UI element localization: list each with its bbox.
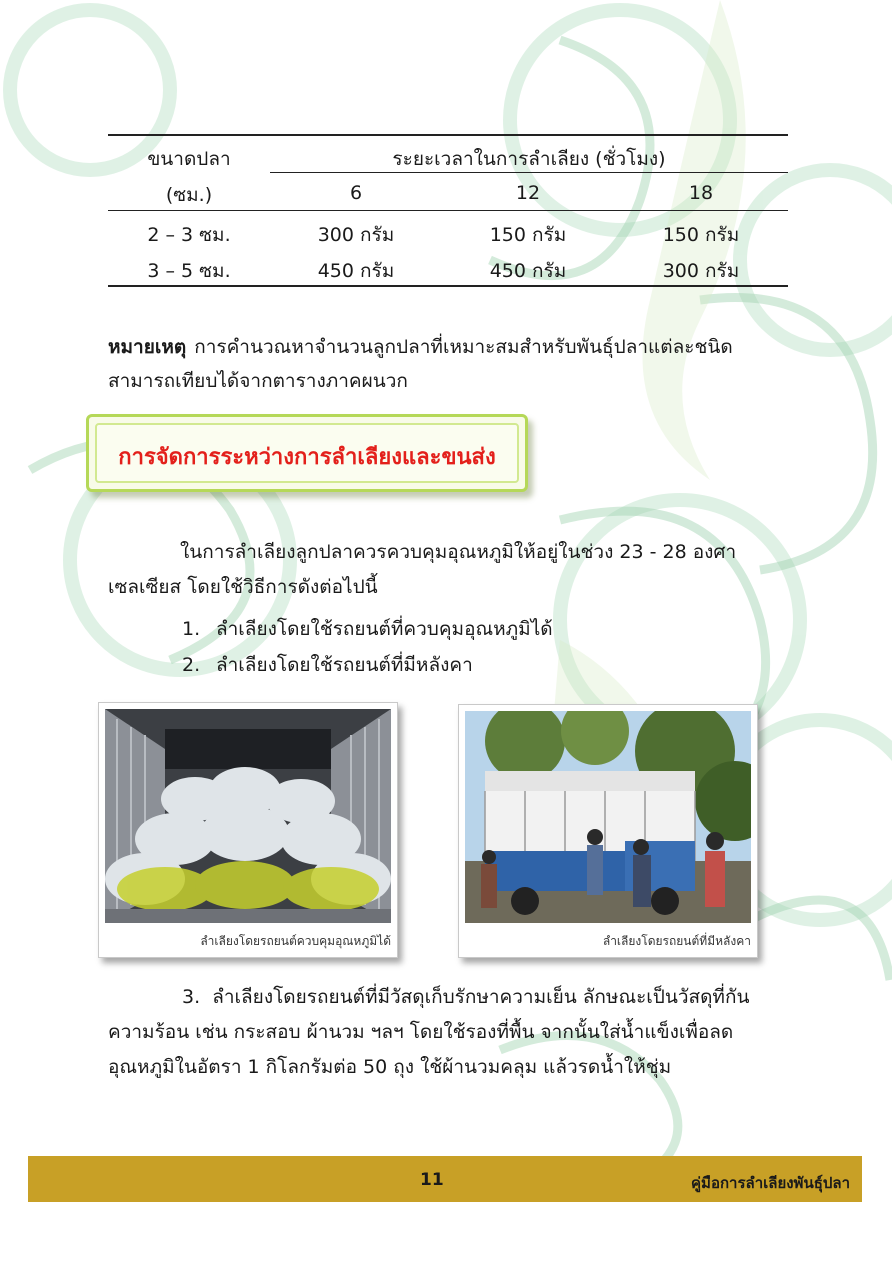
roofed-truck-image	[465, 711, 751, 923]
fish-transport-table	[108, 134, 788, 287]
list-item-number: 1.	[182, 618, 201, 640]
header-duration-group: ระยะเวลาในการลำเลียง (ชั่วโมง)	[392, 148, 666, 170]
table-top-rule	[108, 134, 788, 136]
photo-caption: ลำเลียงโดยรถยนต์ที่มีหลังคา	[602, 934, 751, 948]
row-value: 300 กรัม	[317, 224, 395, 246]
list-item-text: ลำเลียงโดยใช้รถยนต์ที่มีหลังคา	[216, 654, 473, 676]
list-item-number: 2.	[182, 654, 201, 676]
method-3-text: ลำเลียงโดยรถยนต์ที่มีวัสดุเก็บรักษาความเย็น ลักษณะเป็นวัสดุที่กันความร้อน เช่น กระสอบ ผ้านวม ฯลฯ โดยใช้รองที่พื้น จากนั้นใส่น้ำแข็งเพื่อลดอุณหภูมิในอัตรา 1 กิโลกรัมต่อ 50 ถุง ใช้ผ้านวมคลุม แล้วรดน้ำให้ชุ่ม	[108, 986, 750, 1078]
row-value: 450 กรัม	[317, 260, 395, 282]
photo-caption: ลำเลียงโดยรถยนต์ควบคุมอุณหภูมิได้	[200, 934, 391, 948]
list-item	[182, 650, 473, 680]
table-header-rule	[108, 210, 788, 211]
header-hour: 12	[515, 182, 541, 204]
header-fish-size: ขนาดปลา	[147, 148, 231, 170]
list-item	[182, 614, 553, 644]
row-value: 150 กรัม	[489, 224, 567, 246]
row-size: 3 – 5 ซม.	[147, 260, 231, 282]
row-size: 2 – 3 ซม.	[147, 224, 231, 246]
header-fish-size-unit: (ซม.)	[165, 184, 213, 206]
list-item-number: 3.	[182, 986, 201, 1008]
note-paragraph	[108, 330, 788, 398]
refrigerated-truck-image	[105, 709, 391, 923]
intro-text: ในการลำเลียงลูกปลาควรควบคุมอุณหภูมิให้อยู่ในช่วง 23 - 28 องศาเซลเซียส โดยใช้วิธีการดังต่อไปนี้	[108, 541, 737, 598]
section-heading-box	[86, 414, 528, 492]
row-value: 450 กรัม	[489, 260, 567, 282]
page-footer	[28, 1156, 862, 1202]
page-number: 11	[420, 1170, 444, 1190]
header-hour: 18	[688, 182, 714, 204]
list-item-text: ลำเลียงโดยใช้รถยนต์ที่ควบคุมอุณหภูมิได้	[216, 618, 553, 640]
row-value: 150 กรัม	[662, 224, 740, 246]
method-3-paragraph	[108, 980, 788, 1085]
note-text: การคำนวณหาจำนวนลูกปลาที่เหมาะสมสำหรับพันธุ์ปลาแต่ละชนิดสามารถเทียบได้จากตารางภาคผนวก	[108, 336, 733, 392]
section-heading: การจัดการระหว่างการลำเลียงและขนส่ง	[118, 445, 496, 470]
book-title: คู่มือการลำเลียงพันธุ์ปลา	[691, 1174, 850, 1192]
photo-refrigerated-truck	[98, 702, 398, 958]
photo-roofed-truck	[458, 704, 758, 958]
row-value: 300 กรัม	[662, 260, 740, 282]
intro-paragraph	[108, 535, 788, 605]
note-label: หมายเหตุ	[108, 336, 187, 358]
header-hour: 6	[349, 182, 363, 204]
